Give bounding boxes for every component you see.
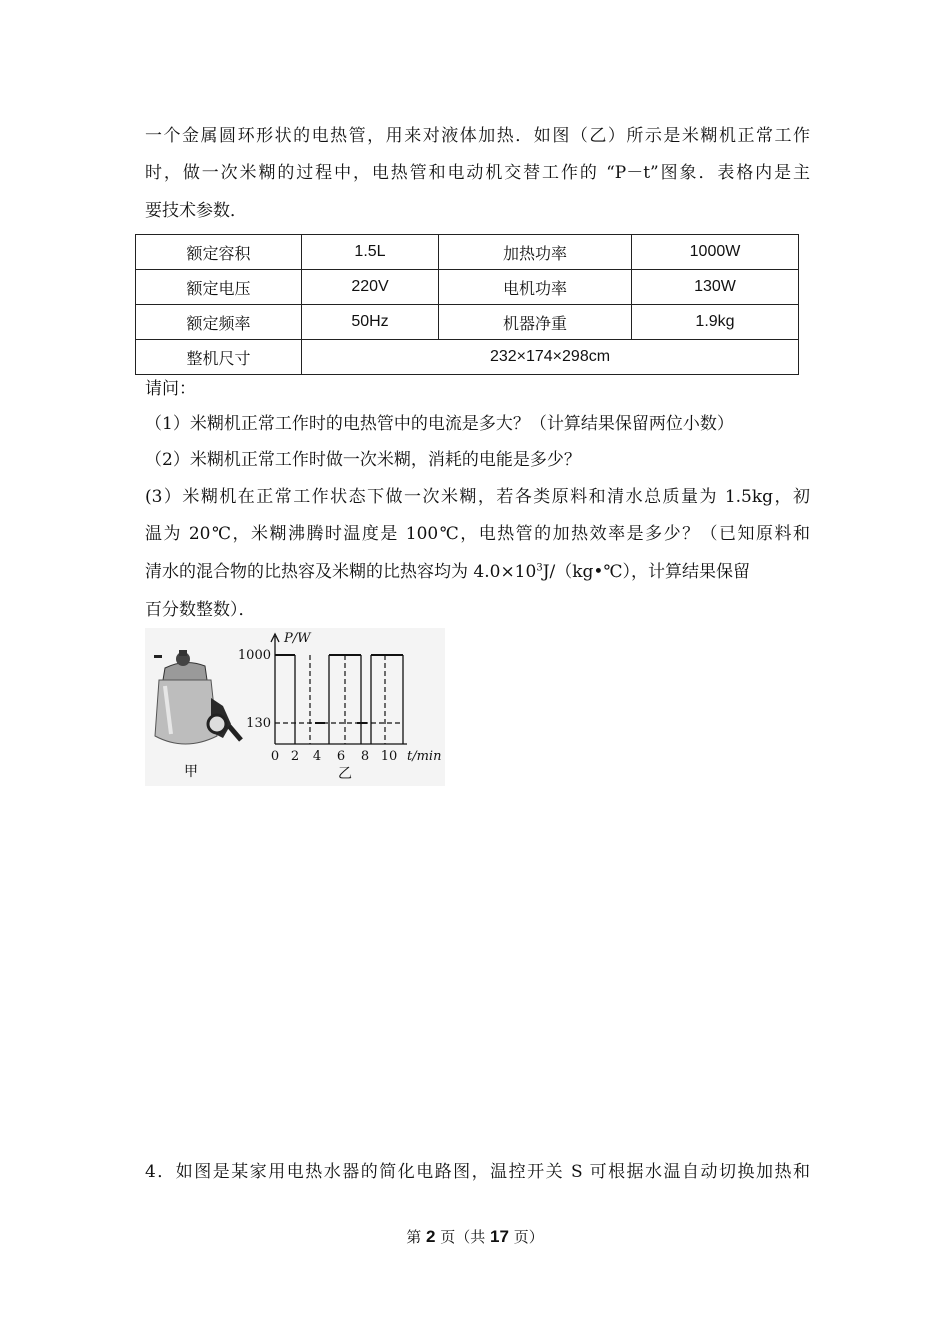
question-4-intro: 4．如图是某家用电热水器的简化电路图，温控开关 S 可根据水温自动切换加热和 bbox=[145, 1162, 810, 1182]
x-tick-label: 8 bbox=[360, 749, 370, 764]
x-tick-label: 6 bbox=[336, 749, 346, 764]
q3-text-b: J/（kg•℃），计算结果保留 bbox=[542, 562, 750, 582]
table-cell: 额定容积 bbox=[136, 235, 302, 270]
page-number: 2 bbox=[426, 1227, 436, 1246]
question-3-line-1: (3）米糊机在正常工作状态下做一次米糊，若各类原料和清水总质量为 1.5kg，初 bbox=[145, 487, 810, 507]
footer-middle: 页（共 bbox=[435, 1228, 491, 1246]
table-cell: 整机尺寸 bbox=[136, 340, 302, 375]
intro-line-1: 一个金属圆环形状的电热管，用来对液体加热．如图（乙）所示是米糊机正常工作 bbox=[145, 126, 810, 146]
y-axis-label: P/W bbox=[284, 631, 311, 646]
question-3-line-3 bbox=[145, 560, 810, 584]
table-row bbox=[136, 305, 799, 340]
footer-prefix: 第 bbox=[406, 1228, 427, 1246]
table-cell: 加热功率 bbox=[439, 235, 632, 270]
question-prompt: 请问： bbox=[145, 379, 196, 399]
table-row bbox=[136, 340, 799, 375]
table-cell: 额定电压 bbox=[136, 270, 302, 305]
parameters-table bbox=[135, 234, 799, 375]
question-2: （2）米糊机正常工作时做一次米糊，消耗的电能是多少？ bbox=[145, 450, 581, 470]
footer-suffix: 页） bbox=[508, 1228, 544, 1246]
table-cell: 1000W bbox=[632, 235, 799, 270]
x-axis-label: t/min bbox=[407, 749, 442, 764]
q3-text-a: 清水的混合物的比热容及米糊的比热容均为 4.0×10 bbox=[145, 562, 537, 582]
question-3-line-4: 百分数整数）． bbox=[145, 600, 256, 620]
x-tick-label: 4 bbox=[312, 749, 322, 764]
y-tick-label: 130 bbox=[246, 716, 271, 731]
table-cell: 220V bbox=[302, 270, 439, 305]
table-row bbox=[136, 235, 799, 270]
table-cell: 额定频率 bbox=[136, 305, 302, 340]
table-cell: 232×174×298cm bbox=[302, 340, 799, 375]
table-cell: 1.9kg bbox=[632, 305, 799, 340]
intro-line-2: 时，做一次米糊的过程中，电热管和电动机交替工作的 “P－t”图象．表格内是主 bbox=[145, 163, 810, 183]
table-row bbox=[136, 270, 799, 305]
label-jia: 甲 bbox=[184, 764, 198, 780]
table-cell: 130W bbox=[632, 270, 799, 305]
intro-line-3: 要技术参数． bbox=[145, 201, 247, 221]
figure-jia-yi bbox=[145, 628, 445, 786]
label-yi: 乙 bbox=[338, 766, 352, 782]
table-cell: 机器净重 bbox=[439, 305, 632, 340]
page-footer bbox=[0, 1226, 950, 1247]
x-tick-label: 10 bbox=[380, 749, 398, 764]
q3-exponent: 3 bbox=[536, 562, 543, 574]
x-tick-label: 0 bbox=[270, 749, 280, 764]
question-1: （1）米糊机正常工作时的电热管中的电流是多大？（计算结果保留两位小数） bbox=[145, 414, 734, 434]
table-cell: 50Hz bbox=[302, 305, 439, 340]
y-tick-label: 1000 bbox=[237, 648, 271, 663]
table-cell: 电机功率 bbox=[439, 270, 632, 305]
question-3-line-2: 温为 20℃，米糊沸腾时温度是 100℃，电热管的加热效率是多少？（已知原料和 bbox=[145, 524, 810, 544]
x-tick-label: 2 bbox=[290, 749, 300, 764]
page-total: 17 bbox=[490, 1227, 509, 1246]
table-cell: 1.5L bbox=[302, 235, 439, 270]
